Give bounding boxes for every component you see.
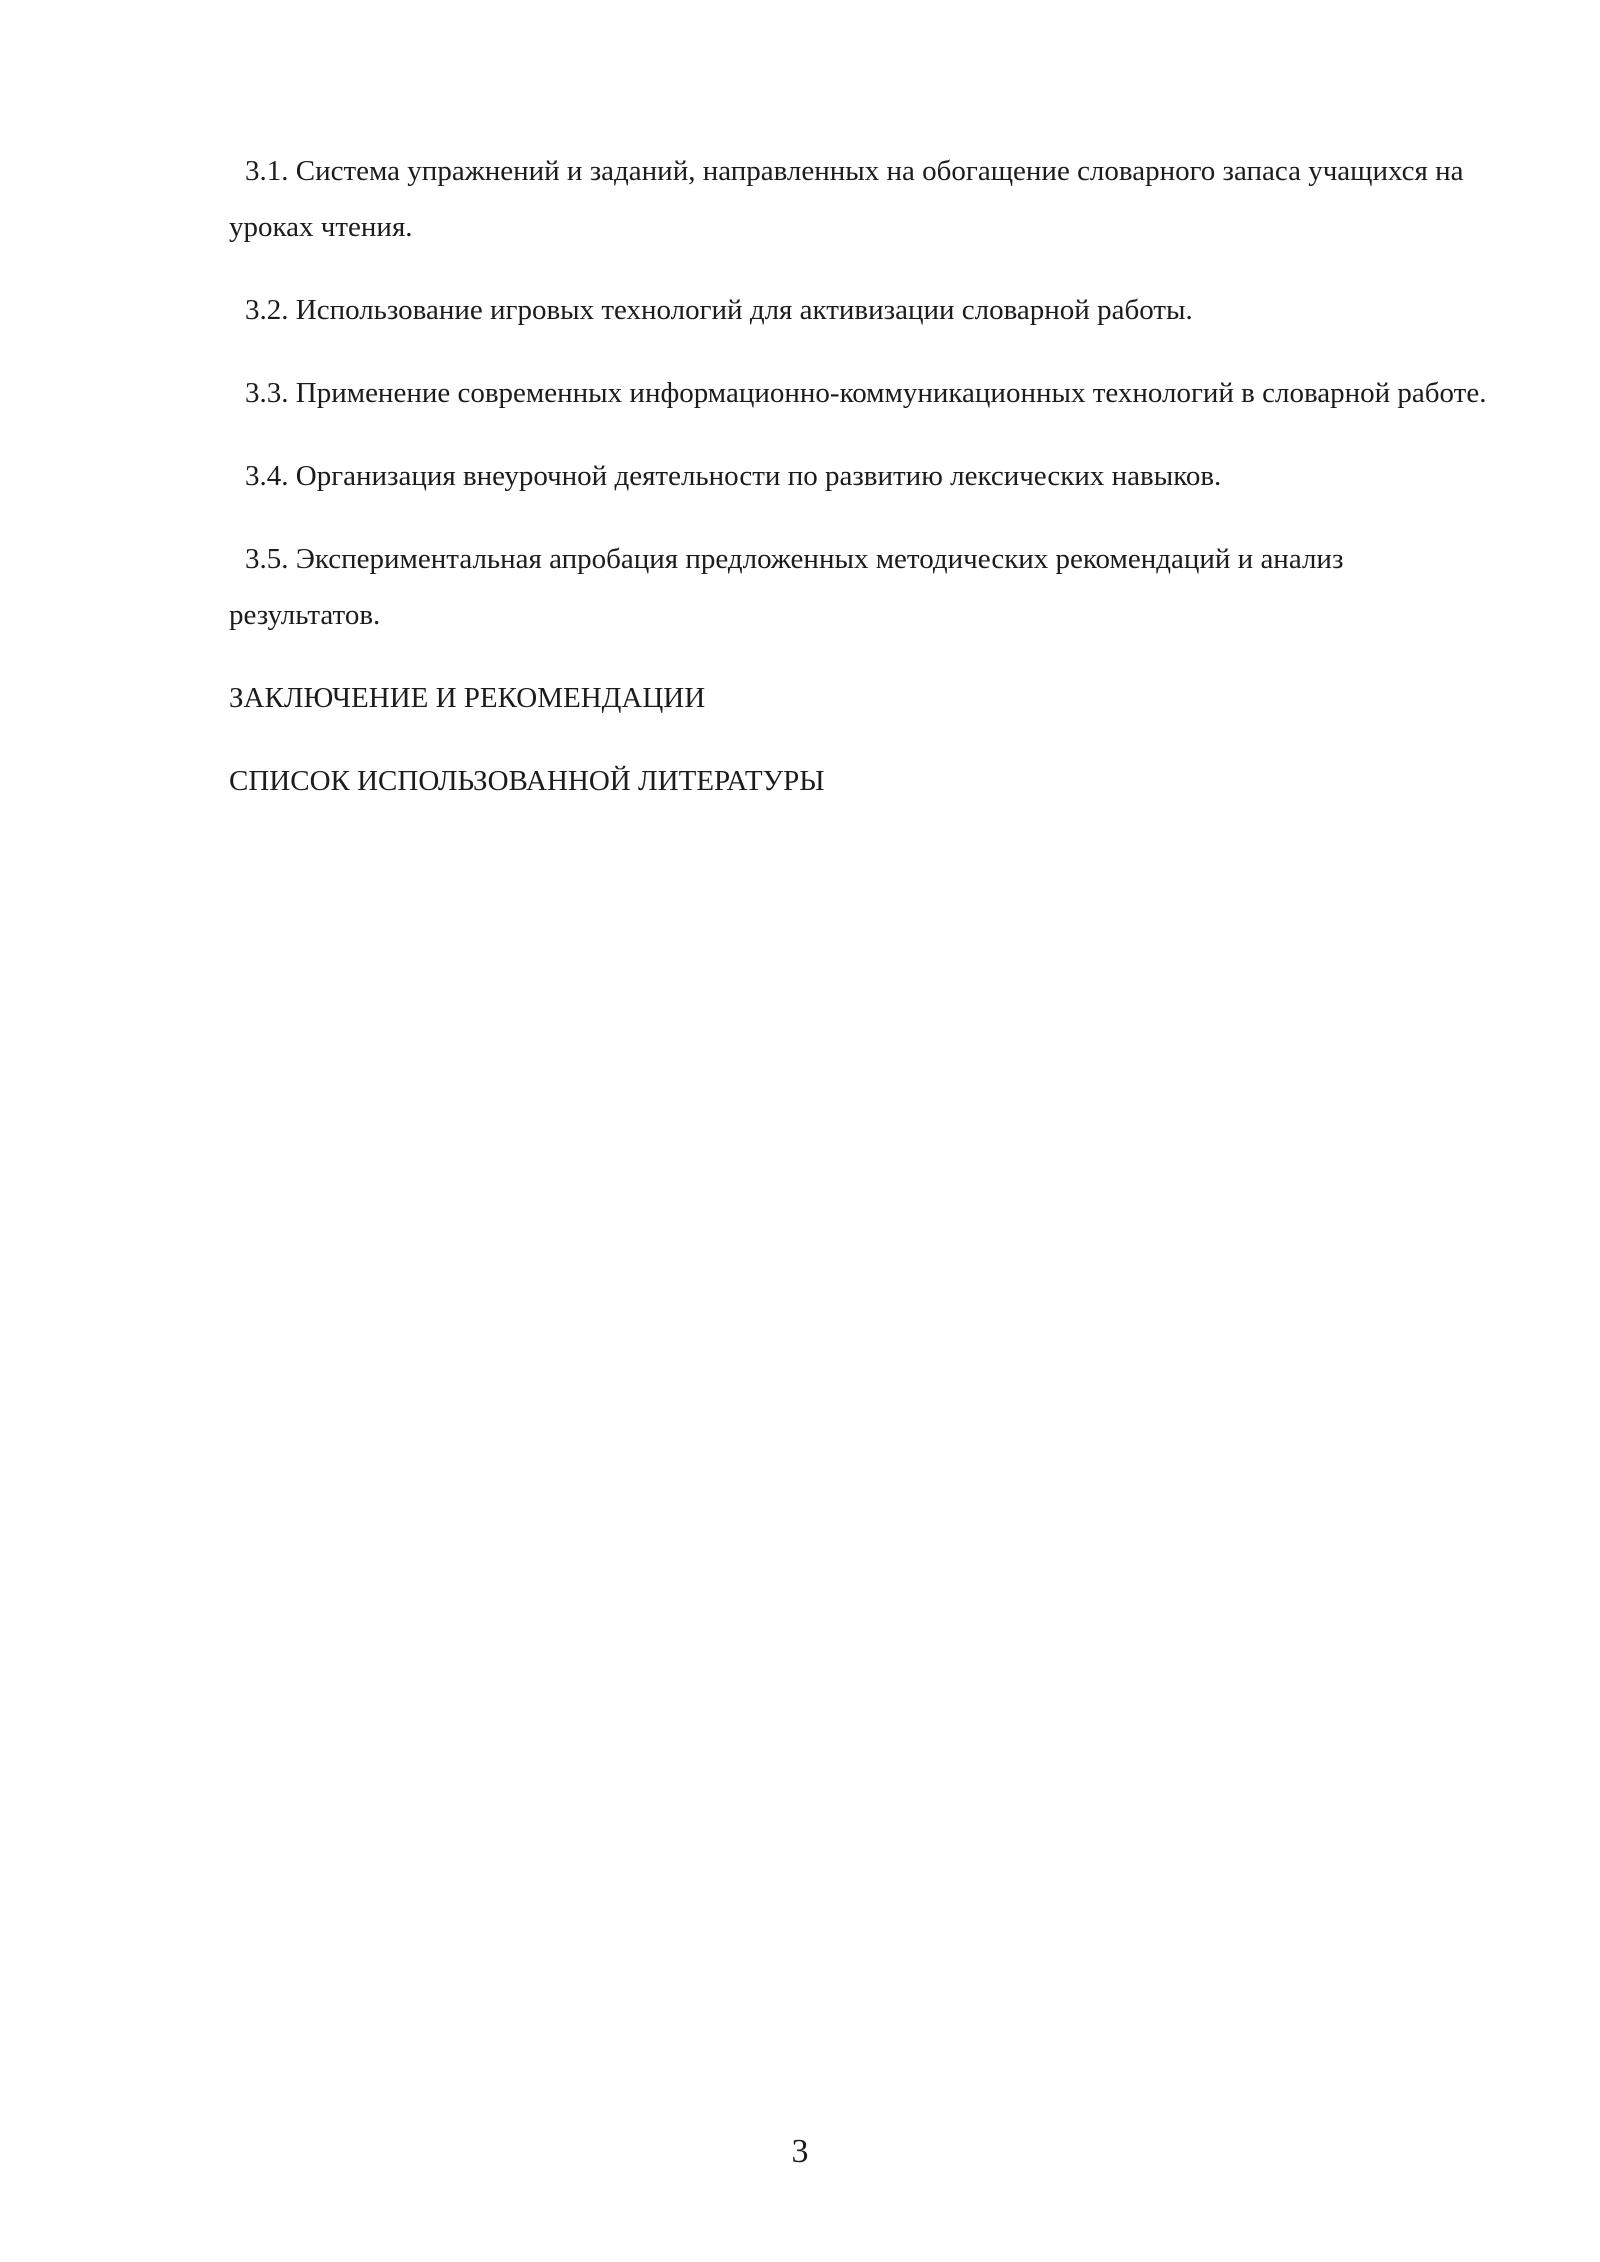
conclusion-heading: ЗАКЛЮЧЕНИЕ И РЕКОМЕНДАЦИИ (229, 682, 706, 714)
page-number: 3 (791, 2133, 809, 2170)
toc-entry-3-1: 3.1. Система упражнений и заданий, направленных на обогащение словарного запаса учащихся на уроках чтения. (229, 155, 1464, 243)
toc-entry-3-5: 3.5. Экспериментальная апробация предложенных методических рекомендаций и анализ результатов. (229, 543, 1344, 631)
toc-entry-3-3: 3.3. Применение современных информационно-коммуникационных технологий в словарной работе. (245, 377, 1487, 409)
references-heading: СПИСОК ИСПОЛЬЗОВАННОЙ ЛИТЕРАТУРЫ (229, 765, 825, 797)
table-of-contents (229, 143, 1489, 836)
toc-entry-3-4: 3.4. Организация внеурочной деятельности по развитию лексических навыков. (245, 460, 1222, 492)
toc-entry-3-2: 3.2. Использование игровых технологий для активизации словарной работы. (245, 294, 1193, 326)
